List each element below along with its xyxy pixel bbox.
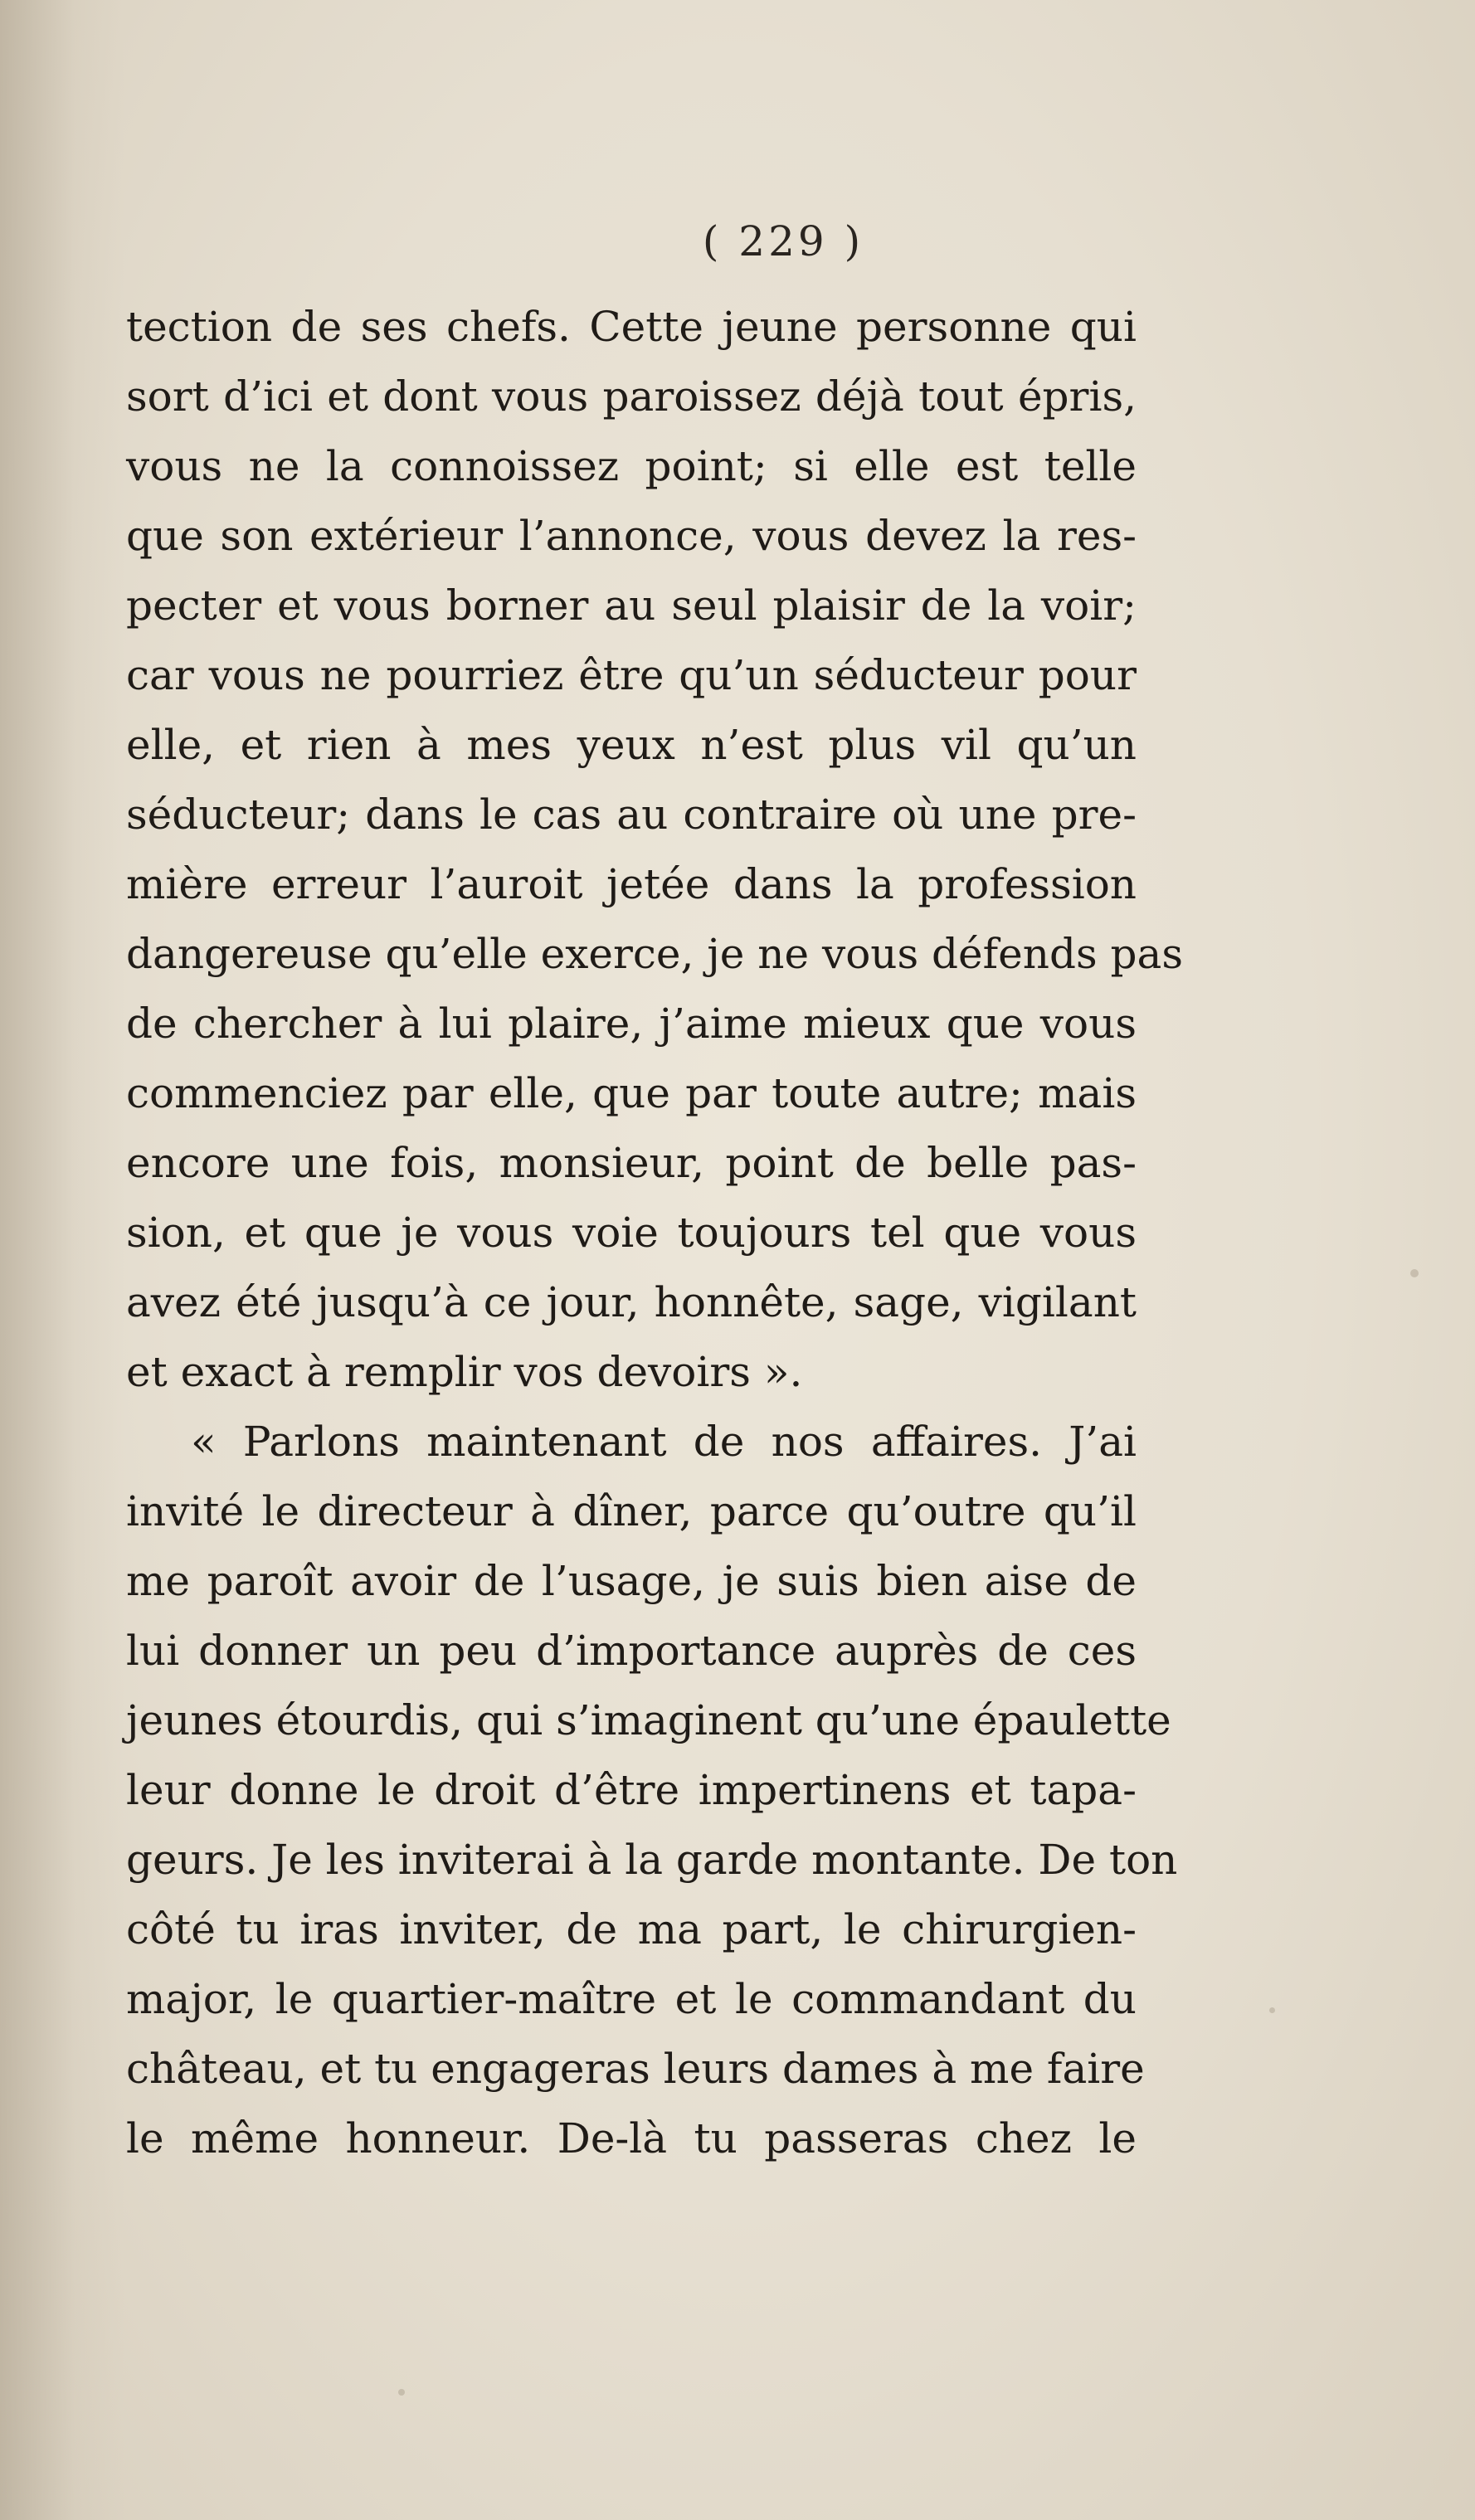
text-line: commenciez par elle, que par toute autre; mais [126,1069,1137,1117]
text-line: avez été jusqu’à ce jour, honnête, sage, vigilant [126,1278,1137,1326]
text-line: major, le quartier-maître et le commandant du [126,1975,1137,2023]
text-line: encore une fois, monsieur, point de belle pas- [126,1139,1137,1187]
text-line: geurs. Je les inviterai à la garde montante. De ton [126,1836,1178,1884]
text-line: que son extérieur l’annonce, vous devez la res- [126,512,1137,560]
text-line: et exact à remplir vos devoirs ». [126,1348,803,1396]
text-line: côté tu iras inviter, de ma part, le chirurgien- [126,1905,1137,1953]
text-line: lui donner un peu d’importance auprès de ces [126,1627,1137,1675]
body-text [126,292,1183,2173]
text-line: me paroît avoir de l’usage, je suis bien aise de [126,1557,1137,1605]
paper-speck [1269,2007,1275,2013]
text-line: leur donne le droit d’être impertinens et tapa- [126,1766,1137,1814]
page-number: ( 229 ) [702,217,864,265]
text-line: vous ne la connoissez point; si elle est telle [126,442,1137,490]
paper-speck [398,2389,405,2396]
text-line: jeunes étourdis, qui s’imaginent qu’une épaulette [126,1696,1171,1744]
binding-shadow [0,0,124,2520]
text-line: sion, et que je vous voie toujours tel que vous [126,1209,1137,1257]
text-line: invité le directeur à dîner, parce qu’outre qu’il [126,1487,1137,1535]
text-line: le même honneur. De-là tu passeras chez le [126,2114,1137,2162]
text-line: dangereuse qu’elle exerce, je ne vous défends pas [126,930,1183,978]
text-line: séducteur; dans le cas au contraire où une pre- [126,791,1137,839]
text-line: « Parlons maintenant de nos affaires. J’ai [191,1418,1137,1466]
text-line: pecter et vous borner au seul plaisir de la voir; [126,581,1137,630]
text-line: château, et tu engageras leurs dames à me faire [126,2045,1145,2093]
text-line: tection de ses chefs. Cette jeune personne qui [126,303,1137,351]
text-line: sort d’ici et dont vous paroissez déjà tout épris, [126,372,1137,421]
text-line: car vous ne pourriez être qu’un séducteur pour [126,651,1137,699]
text-line: elle, et rien à mes yeux n’est plus vil qu’un [126,721,1137,769]
paper-speck [1410,1269,1419,1277]
text-line: mière erreur l’auroit jetée dans la profession [126,860,1137,908]
text-line: de chercher à lui plaire, j’aime mieux que vous [126,1000,1137,1048]
